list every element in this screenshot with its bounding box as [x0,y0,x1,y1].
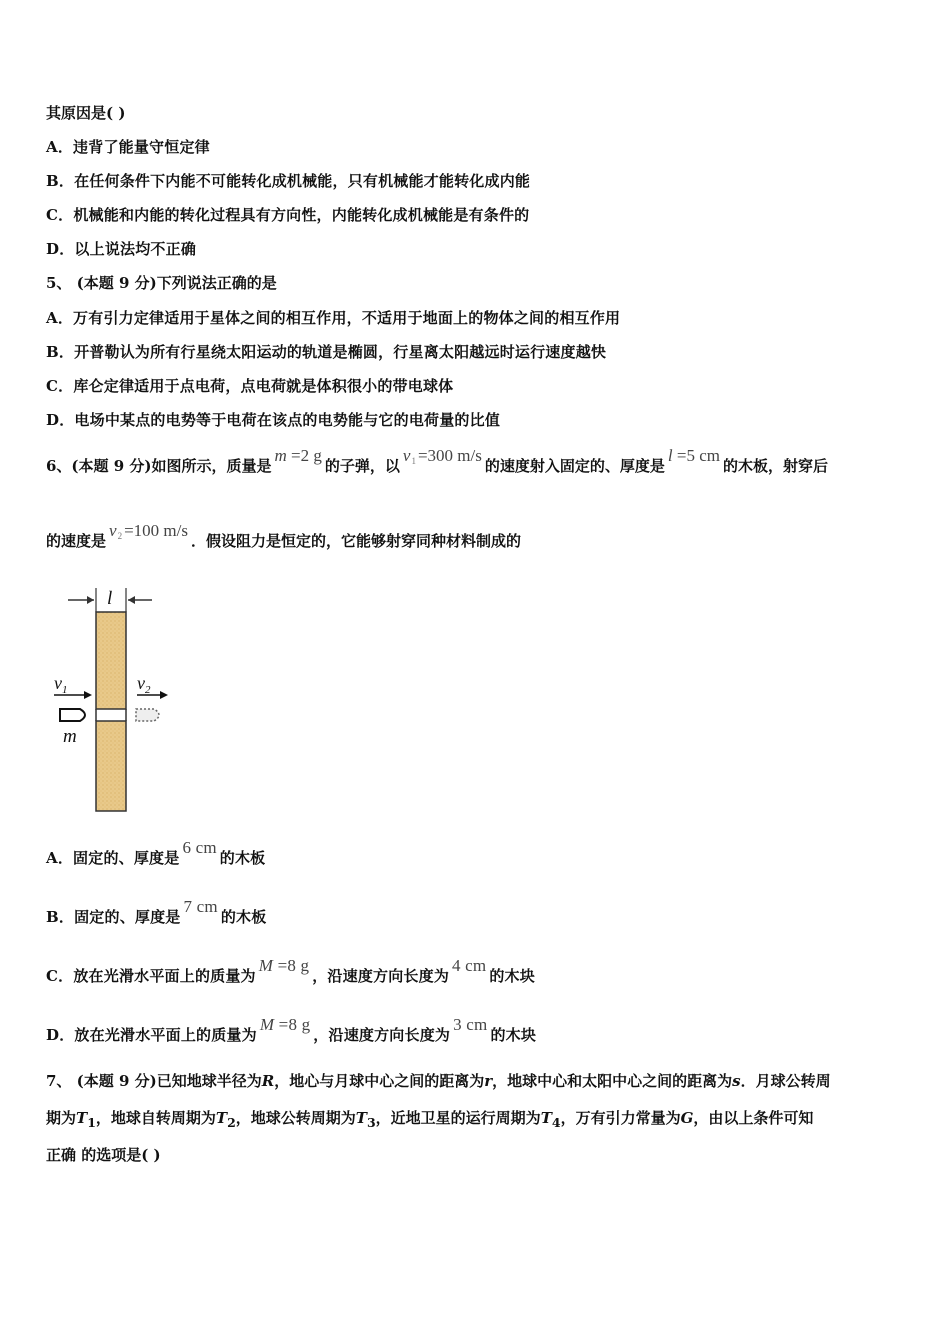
q4-stem-tail: 其原因是( ) [46,104,126,122]
thickness-label: l [107,588,113,609]
q7-stem-line2: 期为$T_1$，地球自转周期为$T_2$，地球公转周期为$T_3$，近地卫星的运行周期为$T_4$，万有引力常量为G，由以上条件可知 [46,1109,814,1130]
q6-option-d: D．放在光滑水平面上的质量为M =8 g，沿速度方向长度为3 cm的木块 [46,1015,537,1044]
v2-label: $v_2$ [137,673,151,696]
q6-v2-formula: $v_2 =100$ m/s [109,521,188,541]
q5-option-b: B．开普勒认为所有行星绕太阳运动的轨道是椭圆，行星离太阳越远时运行速度越快 [46,343,607,361]
q4-option-d: D．以上说法均不正确 [46,240,197,258]
q4-option-c: C．机械能和内能的转化过程具有方向性，内能转化成机械能是有条件的 [46,206,530,224]
q6-stem-line2: 的速度是$v_2 =100$ m/s．假设阻力是恒定的，它能够射穿同种材料制成的 [46,521,521,550]
q5-option-d: D．电场中某点的电势等于电荷在该点的电势能与它的电荷量的比值 [46,411,501,429]
q4-option-a: A．违背了能量守恒定律 [46,138,210,156]
q6-mass-formula: m =2 g [274,446,322,465]
wooden-board-top [96,612,126,709]
mass-label: m [63,726,77,747]
wooden-board-bottom [96,721,126,811]
q5-option-c: C．库仑定律适用于点电荷，点电荷就是体积很小的带电球体 [46,377,454,395]
q5-stem: 5、 (本题 9 分)下列说法正确的是 [46,274,277,292]
q6-l-formula: l =5 cm [667,446,720,465]
q6-option-a: A．固定的、厚度是6 cm的木板 [46,838,266,867]
bullet-incoming [60,709,85,721]
q6-option-b: B．固定的、厚度是7 cm的木板 [46,897,267,926]
q7-stem-line1: 7、 (本题 9 分)已知地球半径为R，地心与月球中心之间的距离为r，地球中心和太阳中心之间的距离为s．月球公转周 [46,1072,831,1090]
q4-option-b: B．在任何条件下内能不可能转化成机械能，只有机械能才能转化成内能 [46,172,531,190]
q5-option-a: A．万有引力定律适用于星体之间的相互作用，不适用于地面上的物体之间的相互作用 [46,309,621,327]
q7-stem-line3: 正确 的选项是( ) [46,1146,161,1164]
bullet-board-figure [46,584,186,819]
bullet-outgoing [136,709,159,721]
v1-label: $v_1$ [54,673,68,696]
q6-stem-line1: 6、(本题 9 分)如图所示，质量是m =2 g的子弹，以$v_1 =300$ m/s的速度射入固定的、厚度是l =5 cm的木板，射穿后 [46,446,828,475]
q6-option-c: C．放在光滑水平面上的质量为M =8 g，沿速度方向长度为4 cm的木块 [46,956,535,985]
q6-v1-formula: $v_1 =300$ m/s [402,446,482,466]
